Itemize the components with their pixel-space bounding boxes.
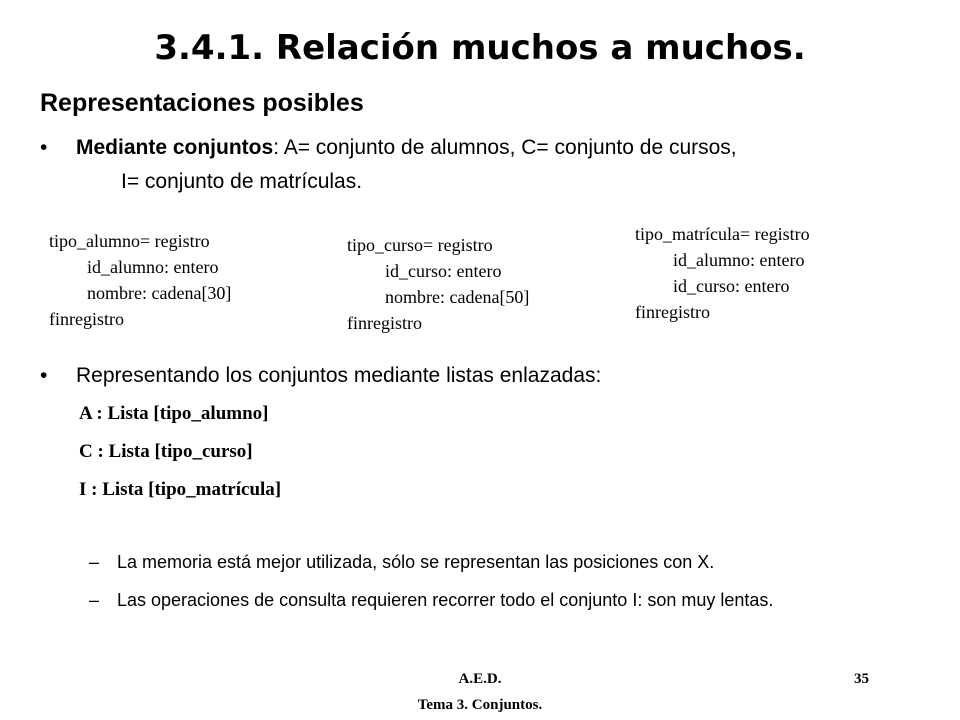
record-end: finregistro — [635, 302, 710, 322]
record-field: nombre: cadena[50] — [385, 287, 530, 307]
footer-course: A.E.D. — [458, 671, 502, 687]
subbullet — [89, 588, 915, 612]
record-field: nombre: cadena[30] — [87, 283, 232, 303]
record-field: id_alumno: entero — [673, 250, 805, 270]
bullet-text: : A= conjunto de alumnos, C= conjunto de cursos, — [273, 136, 737, 159]
record-header: tipo_curso= registro — [347, 235, 493, 255]
subbullet-text: Las operaciones de consulta requieren recorrer todo el conjunto I: son muy lentas. — [117, 590, 774, 610]
record-tipo-alumno — [49, 228, 231, 332]
dash-marker: – — [89, 552, 100, 572]
record-header: tipo_alumno= registro — [49, 231, 210, 251]
record-field: id_curso: entero — [673, 276, 790, 296]
section-heading: Representaciones posibles — [40, 89, 364, 117]
subbullet — [89, 550, 915, 574]
list-declaration: I : Lista [tipo_matrícula] — [79, 479, 282, 500]
dash-marker: – — [89, 590, 100, 610]
record-end: finregistro — [49, 309, 124, 329]
record-header: tipo_matrícula= registro — [635, 224, 810, 244]
record-field: id_alumno: entero — [87, 257, 219, 277]
footer-topic: Tema 3. Conjuntos. — [417, 697, 543, 713]
slide-title: 3.4.1. Relación muchos a muchos. — [154, 28, 806, 68]
record-end: finregistro — [347, 313, 422, 333]
bullet-marker: • — [40, 364, 48, 387]
bullet-marker: • — [40, 136, 48, 159]
page-number: 35 — [854, 671, 869, 687]
bullet-bold-text: Mediante conjuntos — [76, 136, 274, 159]
bullet-text: Representando los conjuntos mediante listas enlazadas: — [76, 364, 602, 387]
list-declaration: A : Lista [tipo_alumno] — [79, 403, 269, 424]
record-tipo-curso — [347, 232, 529, 336]
subbullet-text: La memoria está mejor utilizada, sólo se representan las posiciones con X. — [117, 552, 715, 572]
record-field: id_curso: entero — [385, 261, 502, 281]
list-declaration: C : Lista [tipo_curso] — [79, 441, 253, 462]
bullet-continuation: I= conjunto de matrículas. — [121, 170, 363, 193]
bullet-listas — [40, 364, 601, 388]
bullet-conjuntos — [40, 136, 737, 160]
record-tipo-matricula — [635, 221, 810, 325]
